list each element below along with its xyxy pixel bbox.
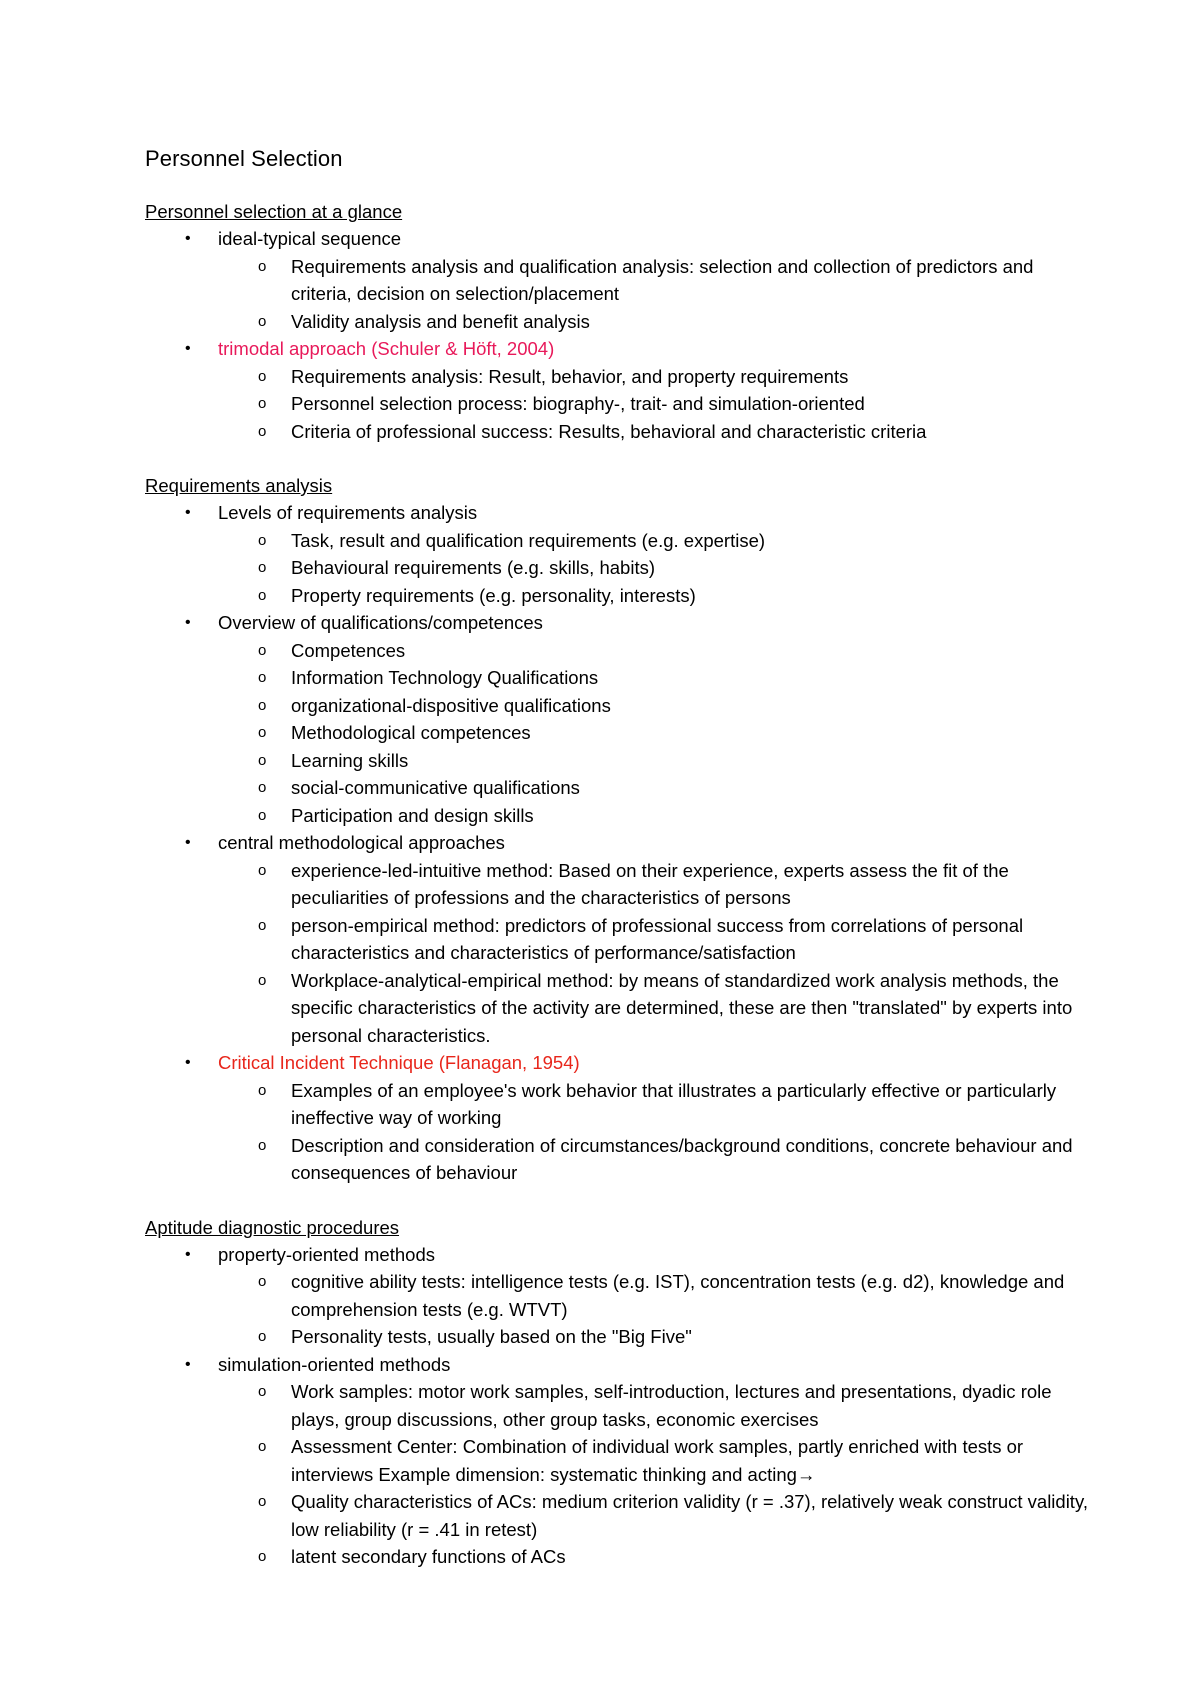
section — [145, 472, 1095, 1187]
sub-bullet-item — [218, 692, 1095, 720]
sub-bullet-text: Validity analysis and benefit analysis — [291, 310, 590, 332]
circle-bullet-icon: o — [258, 916, 267, 934]
sub-bullet-text: cognitive ability tests: intelligence tests (e.g. IST), concentration tests (e.g. d2), knowledge and comprehension tests (e.g. WTVT) — [291, 1271, 1065, 1320]
circle-bullet-icon: o — [258, 312, 267, 330]
bullet-text: Critical Incident Technique (Flanagan, 1954) — [218, 1052, 580, 1073]
sub-bullet-item — [218, 637, 1095, 665]
circle-bullet-icon: o — [258, 1438, 267, 1455]
sub-bullet-item — [218, 747, 1095, 775]
bullet-icon: • — [185, 1355, 191, 1373]
sub-bullet-item — [218, 1323, 1095, 1351]
sub-list-wrapper — [145, 253, 1095, 336]
bullet-item — [145, 1351, 1095, 1379]
bullet-text: Overview of qualifications/competences — [218, 612, 543, 633]
sub-list-wrapper — [145, 857, 1095, 1050]
sub-bullet-item — [218, 1433, 1095, 1488]
sub-list-wrapper — [145, 1268, 1095, 1351]
sub-bullet-item — [218, 719, 1095, 747]
bullet-item — [145, 1241, 1095, 1269]
sub-bullet-text: Assessment Center: Combination of individual work samples, partly enriched with tests or interviews Example dimension: systematic thinking and acting→ — [291, 1436, 1024, 1485]
circle-bullet-icon: o — [258, 696, 267, 714]
sub-bullet-item — [218, 390, 1095, 418]
sub-bullet-text: Property requirements (e.g. personality, interests) — [291, 584, 696, 606]
sub-bullet-item — [218, 253, 1095, 308]
sub-bullet-text: Behavioural requirements (e.g. skills, habits) — [291, 557, 655, 578]
circle-bullet-icon: o — [258, 422, 267, 440]
section — [145, 1214, 1095, 1571]
circle-bullet-icon: o — [258, 669, 267, 686]
bullet-list — [145, 499, 1095, 1187]
sub-bullet-text: Quality characteristics of ACs: medium criterion validity (r = .37), relatively weak construct validity, low reliability (r = .41 in retest) — [291, 1491, 1088, 1540]
bullet-text: ideal-typical sequence — [218, 228, 402, 249]
bullet-icon: • — [185, 504, 191, 521]
bullet-item — [145, 225, 1095, 253]
circle-bullet-icon: o — [258, 1273, 267, 1290]
circle-bullet-icon: o — [258, 559, 267, 576]
sub-bullet-item — [218, 1132, 1095, 1187]
sub-list-wrapper — [145, 363, 1095, 446]
sub-bullet-list — [218, 857, 1095, 1050]
bullet-icon: • — [185, 1054, 191, 1071]
circle-bullet-icon: o — [258, 751, 267, 769]
sub-list-wrapper — [145, 1378, 1095, 1571]
section-heading: Requirements analysis — [145, 475, 333, 496]
sub-bullet-text: Participation and design skills — [291, 804, 534, 826]
sub-bullet-item — [218, 912, 1095, 967]
circle-bullet-icon: o — [258, 1548, 267, 1565]
bullet-item — [145, 335, 1095, 363]
sub-bullet-item — [218, 1543, 1095, 1571]
circle-bullet-icon: o — [258, 586, 267, 604]
bullet-item — [145, 1049, 1095, 1077]
sub-bullet-text: latent secondary functions of ACs — [291, 1546, 566, 1567]
circle-bullet-icon: o — [258, 257, 267, 275]
sub-bullet-list — [218, 1268, 1095, 1351]
circle-bullet-icon: o — [258, 971, 267, 989]
sub-bullet-text: Task, result and qualification requirements (e.g. expertise) — [291, 529, 766, 551]
sub-bullet-list — [218, 527, 1095, 610]
bullet-text: Levels of requirements analysis — [218, 502, 478, 523]
bullet-icon: • — [185, 1245, 191, 1263]
sub-bullet-text: organizational-dispositive qualifications — [291, 694, 611, 716]
circle-bullet-icon: o — [258, 367, 267, 385]
bullet-text: property-oriented methods — [218, 1243, 435, 1265]
sub-bullet-item — [218, 1488, 1095, 1543]
sub-bullet-item — [218, 1268, 1095, 1323]
section-heading: Personnel selection at a glance — [145, 201, 403, 222]
circle-bullet-icon: o — [258, 779, 267, 796]
bullet-item — [145, 609, 1095, 637]
bullet-text: trimodal approach (Schuler & Höft, 2004) — [218, 338, 555, 359]
sub-bullet-item — [218, 582, 1095, 610]
sections-container — [145, 198, 1095, 1571]
bullet-list — [145, 225, 1095, 445]
sub-bullet-text: person-empirical method: predictors of professional success from correlations of personal characteristics and characteristics of performance/satisfaction — [291, 914, 1024, 963]
circle-bullet-icon: o — [258, 641, 267, 659]
circle-bullet-icon: o — [258, 1383, 267, 1400]
sub-bullet-text: Personality tests, usually based on the "Big Five" — [291, 1326, 692, 1347]
sub-bullet-item — [218, 802, 1095, 830]
page-title: Personnel Selection — [145, 146, 343, 171]
bullet-icon: • — [185, 614, 191, 631]
sub-bullet-text: Learning skills — [291, 749, 409, 771]
sub-bullet-item — [218, 1378, 1095, 1433]
sub-bullet-text: Workplace-analytical-empirical method: by means of standardized work analysis methods, the specific characteristics of the activity are determined, these are then "translated" by experts into personal characteristics. — [291, 969, 1073, 1046]
sub-bullet-list — [218, 1378, 1095, 1571]
bullet-icon: • — [185, 834, 191, 851]
sub-bullet-item — [218, 308, 1095, 336]
circle-bullet-icon: o — [258, 1136, 267, 1154]
sub-list-wrapper — [145, 1077, 1095, 1187]
sub-bullet-list — [218, 363, 1095, 446]
sub-bullet-text: Competences — [291, 639, 406, 661]
sub-bullet-list — [218, 1077, 1095, 1187]
sub-bullet-list — [218, 637, 1095, 830]
sub-bullet-text: Criteria of professional success: Results, behavioral and characteristic criteria — [291, 420, 927, 442]
bullet-item — [145, 499, 1095, 527]
sub-bullet-text: Information Technology Qualifications — [291, 667, 599, 688]
sub-bullet-text: Examples of an employee's work behavior that illustrates a particularly effective or particularly ineffective way of working — [291, 1079, 1057, 1128]
sub-list-wrapper — [145, 637, 1095, 830]
circle-bullet-icon: o — [258, 806, 267, 824]
sub-bullet-text: Requirements analysis: Result, behavior, and property requirements — [291, 365, 849, 387]
document-content — [145, 142, 1095, 1598]
circle-bullet-icon: o — [258, 1081, 267, 1099]
bullet-list — [145, 1241, 1095, 1571]
bullet-icon: • — [185, 230, 191, 247]
sub-bullet-item — [218, 857, 1095, 912]
bullet-item — [145, 829, 1095, 857]
sub-bullet-item — [218, 363, 1095, 391]
sub-bullet-text: experience-led-intuitive method: Based on their experience, experts assess the fit of the peculiarities of professions and the characteristics of persons — [291, 859, 1009, 908]
bullet-icon: • — [185, 340, 191, 357]
sub-bullet-item — [218, 1077, 1095, 1132]
bullet-text: central methodological approaches — [218, 832, 505, 853]
circle-bullet-icon: o — [258, 724, 267, 741]
sub-bullet-text: Methodological competences — [291, 722, 531, 743]
sub-bullet-text: Requirements analysis and qualification analysis: selection and collection of predictors and criteria, decision on selection/placement — [291, 255, 1034, 304]
circle-bullet-icon: o — [258, 861, 267, 879]
sub-bullet-item — [218, 774, 1095, 802]
circle-bullet-icon: o — [258, 395, 267, 412]
section-heading: Aptitude diagnostic procedures — [145, 1216, 400, 1238]
sub-bullet-item — [218, 664, 1095, 692]
sub-bullet-text: Personnel selection process: biography-, trait- and simulation-oriented — [291, 393, 865, 414]
sub-bullet-item — [218, 967, 1095, 1050]
circle-bullet-icon: o — [258, 531, 267, 549]
sub-bullet-text: social-communicative qualifications — [291, 777, 580, 798]
section — [145, 198, 1095, 445]
sub-bullet-text: Work samples: motor work samples, self-introduction, lectures and presentations, dyadic role plays, group discussions, other group tasks, economic exercises — [291, 1381, 1052, 1430]
circle-bullet-icon: o — [258, 1328, 267, 1345]
bullet-text: simulation-oriented methods — [218, 1353, 451, 1375]
sub-bullet-item — [218, 554, 1095, 582]
sub-list-wrapper — [145, 527, 1095, 610]
sub-bullet-item — [218, 418, 1095, 446]
circle-bullet-icon: o — [258, 1493, 267, 1510]
sub-bullet-item — [218, 527, 1095, 555]
sub-bullet-text: Description and consideration of circumstances/background conditions, concrete behaviour and consequences of behaviour — [291, 1134, 1073, 1183]
sub-bullet-list — [218, 253, 1095, 336]
